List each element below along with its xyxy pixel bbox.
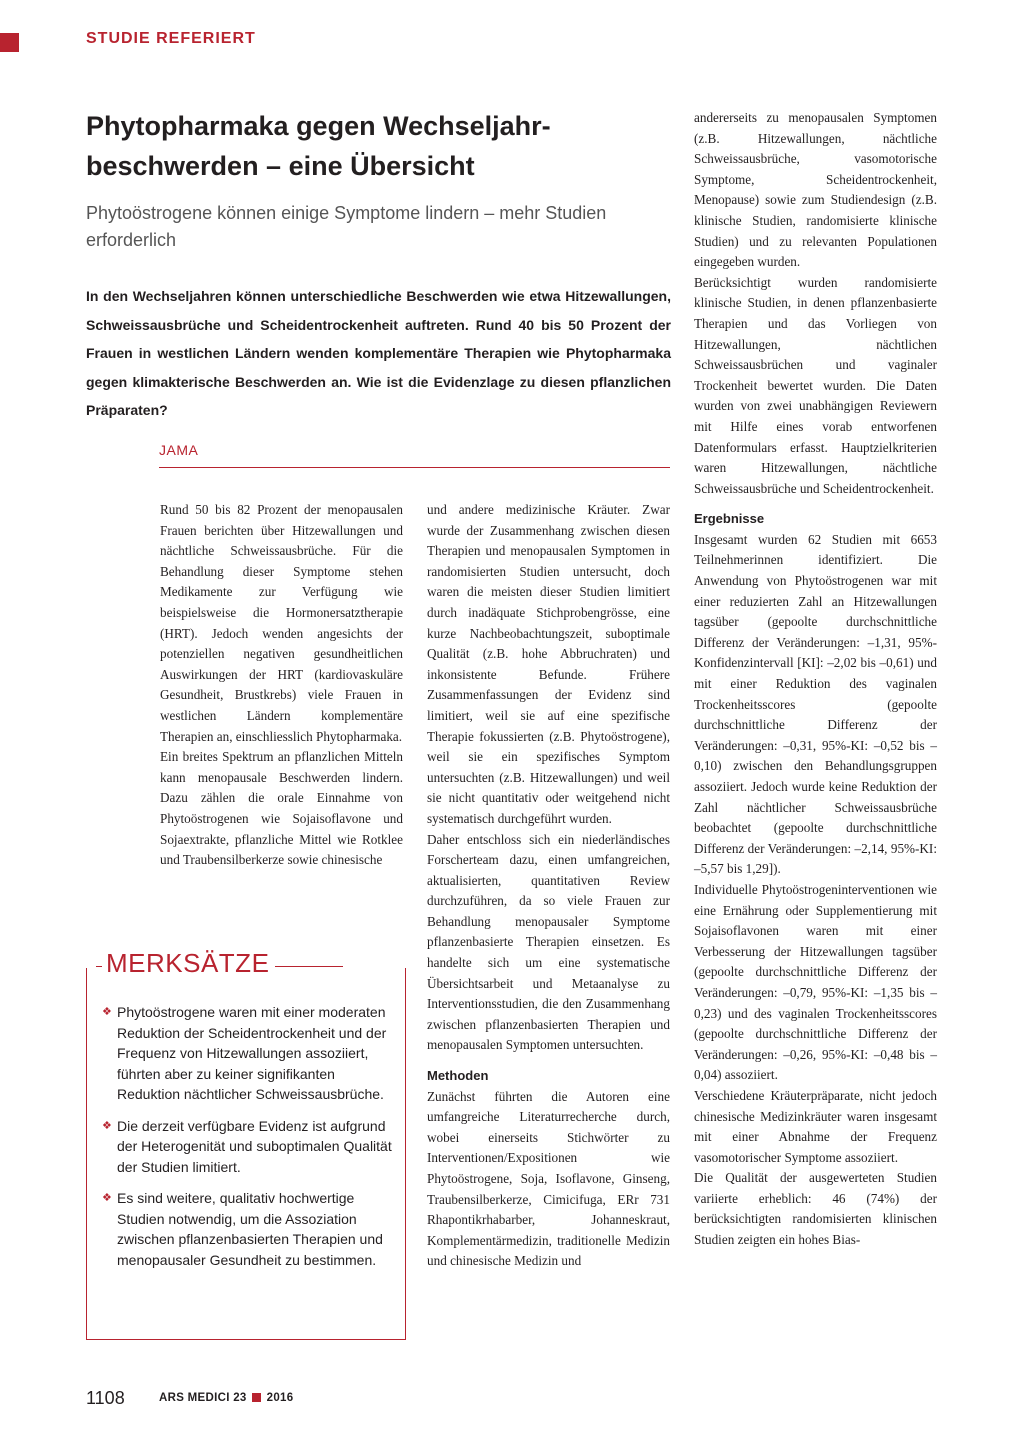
diamond-bullet-icon: ❖ xyxy=(102,1192,112,1204)
results-heading: Ergebnisse xyxy=(694,511,765,527)
merksaetze-list xyxy=(102,1002,392,1281)
separator-square-icon xyxy=(252,1393,261,1402)
methods-heading: Methoden xyxy=(427,1068,489,1084)
merksatz-item: ❖ Die derzeit verfügbare Evidenz ist aufgrund der Heterogenität und suboptimalen Qualität der Studien limitiert. xyxy=(102,1117,392,1175)
text-column-3 xyxy=(694,108,937,1251)
section-marker xyxy=(0,33,19,52)
paragraph: Ein breites Spektrum an pflanzlichen Mitteln kann menopausale Beschwerden lindern. Dazu zählen die orale Einnahme von Phytoöstrogenen wie Sojaisoflavone und Sojaextrakte, pflanzliche Mittel wie Rotklee und Traubensilberkerze sowie chinesische xyxy=(160,749,403,868)
diamond-bullet-icon: ❖ xyxy=(102,1119,112,1132)
paragraph: Zunächst führten die Autoren eine umfangreiche Literaturrecherche durch, wobei einerseits Stichwörter zu Interventionen/Expositionen wie Phytoöstrogene, Soja, Isoflavone, Ginseng, Traubensilberkerze, Cimicifuga, ERr 731 Rhapontikrhabarber, Johanneskraut, Komplementärmedizin, traditionelle Medizin und chinesische Medizin und xyxy=(427,1088,670,1269)
source-label: JAMA xyxy=(159,442,199,458)
article-subtitle: Phytoöstrogene können einige Symptome lindern – mehr Studien erforderlich xyxy=(86,203,607,250)
diamond-bullet-icon: ❖ xyxy=(102,1006,112,1018)
text-column-2 xyxy=(427,500,670,1272)
paragraph: Berücksichtigt wurden randomisierte klinische Studien, in denen pflanzenbasierte Therapien und das Vorliegen von Hitzewallungen, nächtlichen Schweissausbrüchen und vaginaler Trockenheit bewertet wurden. Die Daten wurden von zwei unabhängigen Reviewern mit Hilfe eines vorab entworfenen Datenformulars erfasst. Hauptzielkriterien waren Hitzewallungen, nächtliche Schweissausbrüche und Scheidentrockenheit. xyxy=(694,274,937,496)
merksaetze-header xyxy=(86,948,670,984)
paragraph: und andere medizinische Kräuter. Zwar wurde der Zusammenhang zwischen diesen Therapien und menopausalen Symptomen in randomisierten Studien untersucht, doch waren die meisten dieser Studien limitiert durch inadäquate Stichprobengrösse, eine kurze Nachbeobachtungszeit, suboptimale Qualität (z.B. hohe Abbruchraten) und inkonsistente Befunde. Frühere Zusammenfassungen der Evidenz sind limitiert, weil sie auf eine spezifische Therapie fokussierten (z.B. Phytoöstrogene), weil sie ein spezifisches Symptom untersuchten (z.B. Hitzewallungen) und weil sie nicht quantitativ oder weitgehend nicht systematisch durchgeführt wurden. xyxy=(427,502,670,826)
merksatz-item: ❖ Phytoöstrogene waren mit einer moderaten Reduktion der Scheidentrockenheit und der Frequenz von Hitzewallungen assoziiert, führten aber zu keiner signifikanten Reduktion nächtlicher Schweissausbrüche. xyxy=(102,1004,387,1102)
merksaetze-title: MERKSÄTZE xyxy=(102,948,275,979)
merksatz-item: ❖ Es sind weitere, qualitativ hochwertige Studien notwendig, um die Assoziation zwischen pflanzenbasierten Therapien und menopausaler Gesundheit zu bestimmen. xyxy=(102,1190,383,1268)
page-number: 1108 xyxy=(86,1388,125,1408)
paragraph: Individuelle Phytoöstrogeninterventionen wie eine Ernährung oder Supplementierung mit Sojaisoflavonen waren mit einer Verbesserung der Hitzewallungen tagsüber (gepoolte durchschnittliche Differenz der Veränderungen: –0,79, 95%-KI: –1,35 bis –0,23) und des vaginalen Trockenheitsscores (gepoolte durchschnittliche Differenz der Veränderungen: –0,26, 95%-KI: –0,48 bis –0,04) assoziiert. xyxy=(694,881,937,1083)
article-title: Phytopharmaka gegen Wechseljahr-beschwerden – eine Übersicht xyxy=(86,111,551,181)
merksaetze-box xyxy=(86,968,406,1340)
paragraph: Die Qualität der ausgewerteten Studien variierte erheblich: 46 (74%) der berücksichtigten randomisierten klinischen Studien zeigten ein hohes Bias- xyxy=(694,1170,937,1248)
paragraph: Insgesamt wurden 62 Studien mit 6653 Teilnehmerinnen identifiziert. Die Anwendung von Phytoöstrogenen war mit einer reduzierten Zahl an Hitzewallungen tagsüber (gepoolte durchschnittliche Differenz der Veränderungen: –1,31, 95%-Konfidenzintervall [KI]: –2,02 bis –0,61) und mit einer Reduktion des vaginalen Trockenheitsscores (gepoolte durchschnittliche Differenz der Veränderungen: –0,31, 95%-KI: –0,52 bis –0,10) zwischen den Behandlungsgruppen assoziiert. Jedoch wurde keine Reduktion der Zahl nächtlicher Schweissausbrüche beobachtet (gepoolte durchschnittliche Differenz der Veränderungen: –2,14, 95%-KI: –5,57 bis 1,29]). xyxy=(694,531,937,877)
section-label: STUDIE REFERIERT xyxy=(86,30,256,47)
paragraph: Rund 50 bis 82 Prozent der menopausalen Frauen berichten über Hitzewallungen und nächtliche Schweissausbrüche. Für die Behandlung dieser Symptome stehen Medikamente zur Verfügung wie beispielsweise die Hormonersatztherapie (HRT). Jedoch wenden angesichts der potenziellen negativen gesundheitlichen Auswirkungen der HRT (kardiovaskuläre Gesundheit, Brustkrebs) viele Frauen in westlichen Ländern komplementäre Therapien an, einschliesslich Phytopharmaka. xyxy=(160,502,403,744)
text-column-1 xyxy=(160,500,403,871)
source-divider xyxy=(159,467,670,468)
paragraph: Verschiedene Kräuterpräparate, nicht jedoch chinesische Medizinkräuter waren insgesamt mit einer Abnahme der Frequenz vasomotorischer Symptome assoziiert. xyxy=(694,1087,937,1165)
journal-info xyxy=(159,1392,293,1404)
paragraph: Daher entschloss sich ein niederländisches Forscherteam dazu, einen umfangreichen, aktualisierten, quantitativen Review durchzuführen, da so viele Frauen zur Behandlung menopausaler Symptome pflanzenbasierte Therapien einsetzen. Es handelte sich um eine systematische Übersichtsarbeit und Metaanalyse zu Interventionsstudien, die den Zusammenhang zwischen pflanzenbasierten Therapien und menopausalen Symptomen untersuchten. xyxy=(427,831,670,1053)
article-lead: In den Wechseljahren können unterschiedliche Beschwerden wie etwa Hitzewallungen, Schweissausbrüche und Scheidentrockenheit auftreten. Rund 40 bis 50 Prozent der Frauen in westlichen Ländern wenden komplementäre Therapien wie Phytopharmaka gegen klimakterische Beschwerden an. Wie ist die Evidenzlage zu diesen pflanzlichen Präparaten? xyxy=(86,288,671,418)
paragraph: andererseits zu menopausalen Symptomen (z.B. Hitzewallungen, nächtliche Schweissausbrüche, vasomotorische Symptome, Scheidentrockenheit, Menopause) sowie zum Studiendesign (z.B. klinische Studien, randomisierte klinische Studien) und zu relevanten Populationen eingegeben wurden. xyxy=(694,110,937,270)
journal-year: 2016 xyxy=(266,1392,294,1404)
journal-name: ARS MEDICI 23 xyxy=(159,1392,247,1404)
